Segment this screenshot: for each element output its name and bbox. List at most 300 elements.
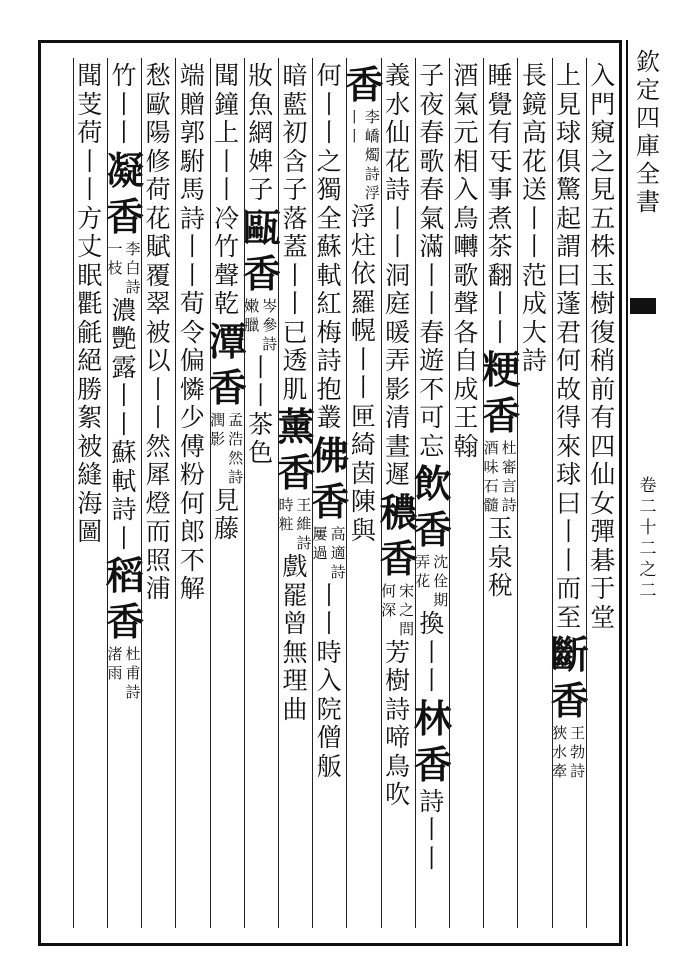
annotation-char: 時 [278,496,294,514]
text-column [345,62,384,545]
annotation-char: 一 [107,239,123,258]
text-char: 遊 [419,346,445,375]
annotation-char: 過 [312,543,328,562]
text-char: 賦 [145,232,171,261]
text-char: 長 [521,61,547,90]
text-char: 君 [556,317,582,347]
annotation-line [551,724,569,781]
annotation-char: 適 [330,543,346,562]
text-char: 丨 [350,373,376,402]
text-char: 舨 [316,751,342,781]
text-char: 露 [111,352,137,382]
text-char: 范 [521,260,547,290]
text-char: 鏡 [521,89,547,119]
heading-char: 香 [413,741,452,787]
annotation-char: 粧 [278,515,294,533]
annotation-char: 言 [501,477,517,495]
column-rule [346,58,347,928]
text-column [277,61,316,724]
text-char: 透 [282,346,308,375]
text-char: 至 [556,602,582,632]
heading-char: 甌 [242,204,281,250]
text-char: 成 [521,289,547,318]
margin-title-char: 全 [636,160,660,188]
annotation-char: 屢 [312,524,328,543]
text-char: 樹 [590,289,616,318]
text-char: 玉 [590,260,616,290]
heading-char: 香 [413,507,452,552]
annotation-char: 勃 [570,743,586,761]
text-char: 丨 [556,545,582,575]
text-char: 郎 [179,517,205,546]
column-rule [107,58,108,928]
text-char: 荷 [77,118,103,147]
text-char: 竹 [214,232,240,261]
text-char: 郭 [179,118,205,147]
text-char: 蓋 [282,232,308,261]
text-char: 丨 [556,517,582,546]
text-char: 陽 [145,118,171,147]
text-char: 陳 [350,487,376,516]
annotation-char: 詩 [296,534,312,552]
text-char: 詩 [521,346,547,375]
text-char: 茵 [350,458,376,488]
text-char: 贈 [179,89,205,119]
text-char: 翠 [145,289,171,318]
text-char: 入 [316,666,342,695]
text-char: 令 [179,317,205,347]
heading-char: 香 [345,62,384,107]
text-char: 偏 [179,346,205,375]
text-char: 丨 [214,175,240,204]
text-char: 不 [179,545,205,575]
text-char: 何 [179,488,205,518]
text-char: 堂 [590,602,616,632]
fishtail-mark [630,298,656,314]
text-char: 而 [145,517,171,546]
text-char: 忘 [419,431,445,461]
text-char: 自 [453,346,479,375]
text-char: 酒 [453,61,479,90]
annotation-char: 王 [570,724,586,742]
annotation-char: 丨 [346,108,362,126]
annotation-char: 沈 [433,553,449,571]
text-char: 絕 [77,346,103,375]
text-char: 晝 [385,431,411,461]
text-char: 浦 [145,574,171,603]
text-char: 丨 [350,344,376,374]
text-char: 叢 [316,403,342,432]
text-char: 丨 [214,146,240,176]
text-char: 鳥 [385,751,411,781]
text-char: 丨 [419,666,445,695]
text-char: 有 [487,118,513,147]
annotation-char: 狹 [552,724,568,742]
text-column [72,62,108,547]
margin-header [626,48,670,602]
text-char: 與 [350,515,376,545]
text-char: 芰 [77,89,103,119]
text-char: 絮 [77,403,103,432]
annotation-char: 髓 [483,496,499,514]
annotation-char: 杜 [125,645,141,663]
annotation-subcolumns [482,439,518,515]
text-char: 四 [590,431,616,461]
text-char: 見 [214,485,240,515]
annotation-char: 詩 [125,277,141,296]
annotation-line [398,582,416,639]
column-rule [517,58,518,928]
annotation-subcolumns [106,240,142,297]
annotation-char: 影 [210,429,226,448]
text-char: 犀 [145,460,171,489]
annotation-line [227,411,245,487]
text-column [243,62,279,468]
annotation-char: 詩 [125,683,141,701]
annotation-char: 甫 [125,664,141,682]
annotation-char: 詩 [262,334,278,353]
text-char: 聞 [77,61,103,90]
text-char: 故 [556,374,582,404]
text-char: 詩 [111,495,137,524]
text-char: 各 [453,317,479,347]
text-char: 丨 [111,381,137,410]
annotation-char: 酒 [483,439,499,457]
annotation-char: 高 [330,524,346,543]
annotation-char: 石 [483,477,499,495]
text-char: 影 [385,374,411,404]
annotation-char: 水 [552,743,568,761]
text-char: 乾 [214,289,240,318]
text-char: 鐘 [214,89,240,119]
heading-char: 香 [277,450,316,495]
heading-char: 香 [106,193,145,239]
text-char: 丨 [419,843,445,873]
annotation-char: 雨 [107,664,123,682]
heading-char: 穠 [379,489,418,535]
margin-juan-char: 二 [639,581,657,601]
text-char: 丨 [282,260,308,290]
text-char: 不 [419,374,445,404]
text-char: 軾 [316,260,342,290]
heading-char: 香 [550,678,589,723]
text-char: 之 [316,146,342,176]
annotation-char: 味 [483,458,499,476]
text-char: 五 [590,203,616,233]
text-char: 僧 [316,723,342,752]
text-char: 羅 [350,287,376,317]
heading-char: 香 [311,478,350,524]
text-char: 丨 [179,260,205,290]
text-char: 已 [282,317,308,347]
text-char: 丨 [385,203,411,233]
margin-juan [640,476,657,602]
text-char: 事 [487,175,513,204]
heading-char: 林 [413,695,452,741]
text-char: 縫 [77,460,103,489]
text-char: 丨 [487,289,513,318]
text-char: 何 [316,61,342,90]
text-char: 丨 [316,89,342,119]
annotation-line [311,525,329,582]
text-char: 起 [556,203,582,233]
text-char: 窺 [590,118,616,147]
text-char: 少 [179,403,205,432]
text-char: 煮 [487,203,513,233]
text-char: 得 [556,403,582,432]
annotation-line [569,724,587,781]
annotation-line [329,525,347,582]
text-char: 戲 [282,552,308,581]
heading-char: 潭 [208,318,247,364]
column-rule [483,58,484,928]
text-char: 抱 [316,374,342,404]
text-char: 有 [590,403,616,432]
text-char: 圖 [77,517,103,546]
text-char: 復 [590,317,616,347]
annotation-char: 深 [381,600,397,619]
text-char: 夜 [419,89,445,119]
text-char: 鳥 [453,203,479,233]
text-char: 粉 [179,460,205,489]
text-char: 駙 [179,146,205,176]
text-char: 丨 [111,118,137,147]
text-column [380,62,416,810]
text-char: 囀 [453,232,479,261]
text-char: 婢 [248,146,274,176]
margin-juan-char: 十 [639,518,657,538]
text-char: 荷 [145,175,171,204]
column-rule [449,58,450,928]
annotation-line [482,439,500,515]
annotation-line [106,240,124,297]
text-char: 以 [145,346,171,375]
text-char: 俱 [556,146,582,176]
text-column [585,62,621,632]
text-char: 仙 [385,118,411,147]
text-char: 丨 [316,580,342,610]
text-char: 燈 [145,488,171,518]
annotation-line [124,240,142,297]
annotation-char: 嶠 [364,127,380,145]
text-char: 丨 [145,403,171,432]
text-char: 翰 [453,431,479,461]
annotation-line [277,496,295,553]
text-char: 女 [590,488,616,518]
text-char: 含 [282,146,308,176]
text-char: 肌 [282,374,308,404]
text-char: 梅 [316,317,342,347]
column-rule [244,58,245,928]
text-char: 來 [556,431,582,461]
text-char: 丨 [385,232,411,261]
text-char: 玉 [487,514,513,543]
annotation-subcolumns [243,297,279,354]
heading-char: 斷 [550,632,589,677]
text-char: 修 [145,146,171,176]
text-char: 魚 [248,89,274,119]
annotation-char: 王 [296,496,312,514]
text-column [448,62,484,461]
text-char: 丨 [419,637,445,667]
text-char: 勝 [77,374,103,404]
heading-char: 凝 [106,147,145,193]
annotation-char: 之 [399,600,415,619]
annotation-char: 潤 [210,410,226,429]
text-char: 氣 [419,203,445,233]
text-char: 丨 [316,118,342,147]
text-char: 彈 [590,517,616,546]
annotation-line [363,108,381,203]
text-char: 㸦 [487,146,513,176]
text-char: 何 [556,346,582,375]
annotation-char: 詩 [228,467,244,486]
text-char: 丨 [248,381,274,410]
text-char: 花 [385,146,411,176]
text-char: 相 [453,146,479,176]
text-column [106,61,145,702]
text-char: 碁 [590,545,616,575]
text-char: 水 [385,89,411,119]
margin-juan-char: 卷 [639,476,657,496]
annotation-char: 審 [501,458,517,476]
annotation-subcolumns [380,582,416,639]
text-char: 茶 [248,409,274,439]
text-char: 洞 [385,260,411,290]
text-char: 丈 [77,232,103,261]
text-char: 全 [316,203,342,233]
text-char: 樹 [385,666,411,695]
text-char: 綺 [350,430,376,459]
heading-char: 飲 [413,461,452,506]
text-char: 浮 [350,202,376,231]
text-char: 庭 [385,289,411,318]
text-char: 丨 [521,203,547,233]
text-char: 毹 [77,317,103,347]
annotation-char: 杜 [501,439,517,457]
text-char: 丨 [111,89,137,119]
text-char: 而 [556,574,582,603]
annotation-line [380,582,398,639]
text-char: 妝 [248,61,274,90]
text-char: 丨 [419,289,445,318]
text-char: 被 [77,431,103,461]
margin-title-char: 定 [636,76,660,104]
text-char: 藍 [282,89,308,119]
text-char: 氣 [453,89,479,119]
text-char: 元 [453,118,479,147]
annotation-line [345,108,363,203]
text-char: 依 [350,259,376,288]
text-char: 然 [145,431,171,461]
text-char: 子 [419,61,445,90]
column-rule [552,58,553,928]
column-rule [312,58,313,928]
text-char: 成 [453,374,479,404]
text-char: 馬 [179,175,205,204]
heading-char: 香 [379,535,418,581]
annotation-subcolumns [345,108,381,203]
text-char: 時 [316,637,342,667]
annotation-line [500,439,518,515]
text-char: 被 [145,317,171,347]
text-char: 花 [145,203,171,233]
heading-char: 香 [482,393,521,438]
annotation-char: 枝 [107,258,123,277]
text-char: 丨 [419,815,445,844]
text-char: 弄 [385,346,411,375]
column-rule [73,58,74,928]
text-char: 入 [453,175,479,204]
text-char: 上 [556,61,582,90]
text-char: 之 [590,146,616,176]
text-char: 王 [453,403,479,432]
text-char: 丨 [487,317,513,347]
margin-title-char: 欽 [636,48,660,76]
text-char: 歐 [145,89,171,119]
margin-title-char: 四 [636,104,660,132]
annotation-char: 李 [125,239,141,258]
text-char: 睡 [487,61,513,90]
text-char: 蘇 [316,232,342,261]
annotation-char: 浮 [364,184,380,202]
heading-char: 佛 [311,432,350,478]
annotation-line [295,496,313,553]
text-char: 驚 [556,175,582,204]
text-char: 株 [590,232,616,261]
annotation-line [261,297,279,354]
text-char: 冷 [214,203,240,233]
annotation-char: 燭 [364,146,380,164]
text-char: 端 [179,61,205,90]
text-char: 詩 [419,786,445,816]
text-char: 換 [419,609,445,638]
text-char: 丨 [282,289,308,318]
annotation-line [106,645,124,702]
text-char: 義 [385,61,411,90]
text-char: 落 [282,203,308,233]
text-column [551,62,587,781]
text-char: 眠 [77,260,103,290]
annotation-subcolumns [277,496,313,553]
text-char: 歌 [453,260,479,290]
text-char: 泉 [487,542,513,572]
text-char: 丨 [77,175,103,204]
text-char: 幌 [350,316,376,345]
text-char: 茶 [487,232,513,261]
annotation-char: 弄 [415,553,431,571]
text-char: 啼 [385,723,411,752]
text-char: 吹 [385,780,411,809]
text-char: 丨 [111,523,137,553]
text-char: 曰 [556,488,582,518]
text-char: 前 [590,374,616,404]
text-column [209,62,245,544]
text-char: 荀 [179,289,205,318]
annotation-line [124,645,142,702]
annotation-char: 李 [364,108,380,126]
text-char: 院 [316,694,342,724]
text-char: 丨 [316,609,342,638]
heading-char: 香 [208,364,247,410]
text-char: 門 [590,89,616,119]
text-char: 高 [521,118,547,147]
text-char: 詩 [385,175,411,204]
text-char: 憐 [179,374,205,404]
text-char: 覆 [145,260,171,290]
annotation-char: 然 [228,448,244,467]
margin-juan-char: 二 [639,539,657,559]
